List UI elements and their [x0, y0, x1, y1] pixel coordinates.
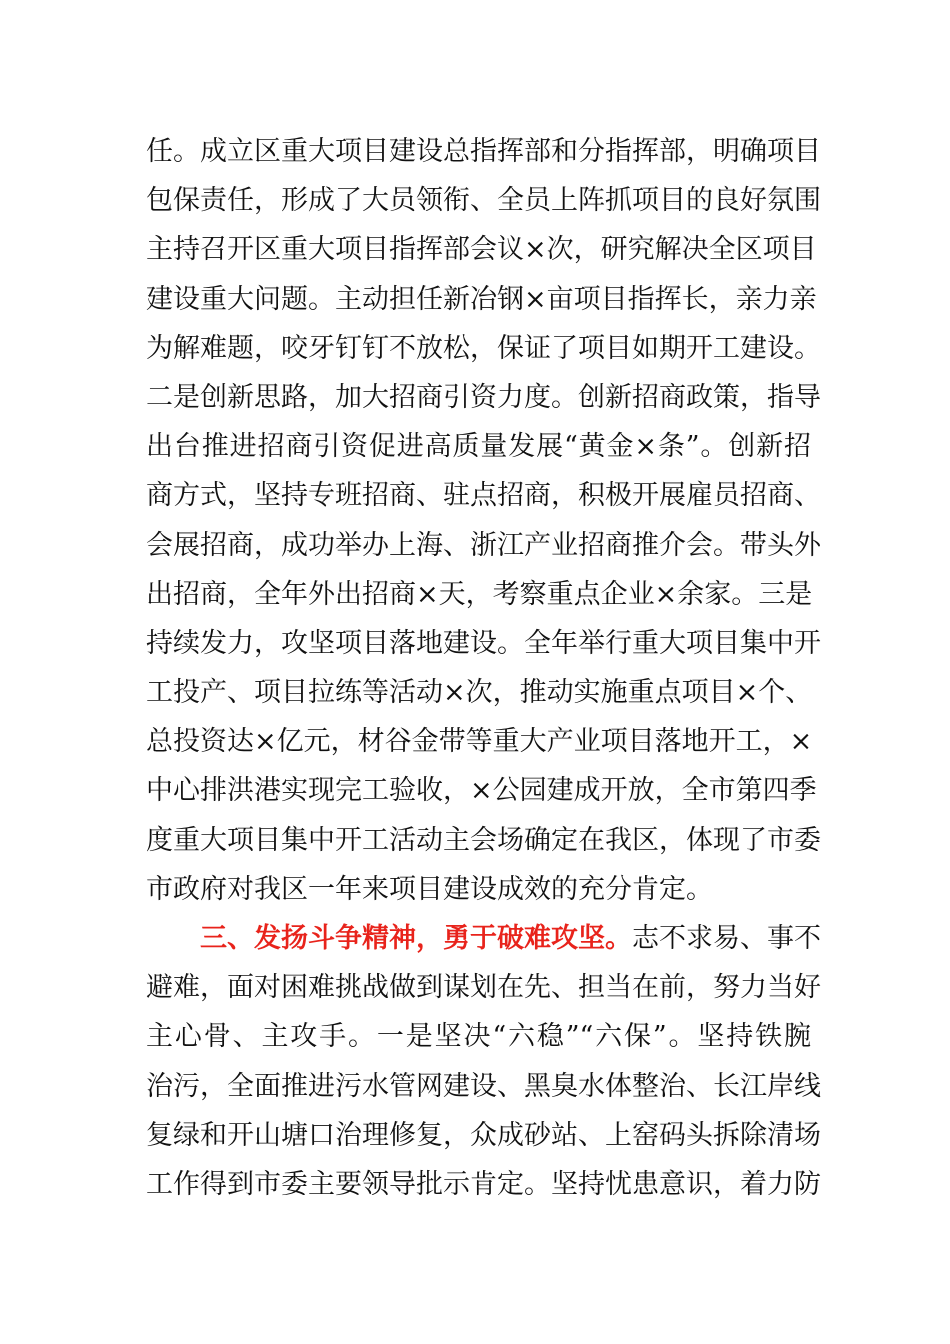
- text-line: 任。成立区重大项目建设总指挥部和分指挥部，明确项目: [146, 136, 821, 167]
- text-line: 复绿和开山塘口治理修复，众成砂站、上窑码头拆除清场: [146, 1119, 821, 1151]
- text-line: 主持召开区重大项目指挥部会议×次，研究解决全区项目: [146, 234, 817, 266]
- text-line: 会展招商，成功举办上海、浙江产业招商推介会。带头外: [146, 529, 821, 561]
- paragraph-1: [146, 127, 821, 914]
- heading-line-rest: 志不求易、事不: [632, 923, 821, 954]
- text-line: 市政府对我区一年来项目建设成效的充分肯定。: [146, 873, 713, 905]
- text-line: 主心骨、主攻手。一是坚决“六稳”“六保”。坚持铁腕: [146, 1021, 811, 1053]
- text-line-with-heading: [146, 914, 821, 963]
- text-line: 总投资达×亿元，材谷金带等重大产业项目落地开工，×: [146, 726, 813, 758]
- text-line: 出招商，全年外出招商×天，考察重点企业×余家。三是: [146, 578, 813, 610]
- text-line: 二是创新思路，加大招商引资力度。创新招商政策，指导: [146, 381, 821, 413]
- text-line: 包保责任，形成了大员领衔、全员上阵抓项目的良好氛围: [146, 185, 821, 217]
- document-body: [146, 127, 821, 1209]
- text-line: 工作得到市委主要领导批示肯定。坚持忧患意识，着力防: [146, 1168, 821, 1200]
- text-line: 治污，全面推进污水管网建设、黑臭水体整治、长江岸线: [146, 1070, 821, 1102]
- text-line: 中心排洪港实现完工验收，×公园建成开放，全市第四季: [146, 775, 817, 807]
- text-line: 避难，面对困难挑战做到谋划在先、担当在前，努力当好: [146, 972, 821, 1004]
- text-line: 度重大项目集中开工活动主会场确定在我区，体现了市委: [146, 824, 821, 856]
- section-heading: 三、发扬斗争精神，勇于破难攻坚。: [200, 923, 632, 954]
- text-line: 建设重大问题。主动担任新冶钢×亩项目指挥长，亲力亲: [146, 283, 817, 315]
- text-line: 工投产、项目拉练等活动×次，推动实施重点项目×个、: [146, 677, 813, 709]
- text-line: 为解难题，咬牙钉钉不放松，保证了项目如期开工建设。: [146, 332, 821, 364]
- paragraph-2: [146, 914, 821, 1209]
- text-line: 出台推进招商引资促进高质量发展“黄金×条”。创新招: [146, 431, 811, 463]
- text-line: 商方式，坚持专班招商、驻点招商，积极开展雇员招商、: [146, 480, 821, 512]
- text-line: 持续发力，攻坚项目落地建设。全年举行重大项目集中开: [146, 627, 821, 659]
